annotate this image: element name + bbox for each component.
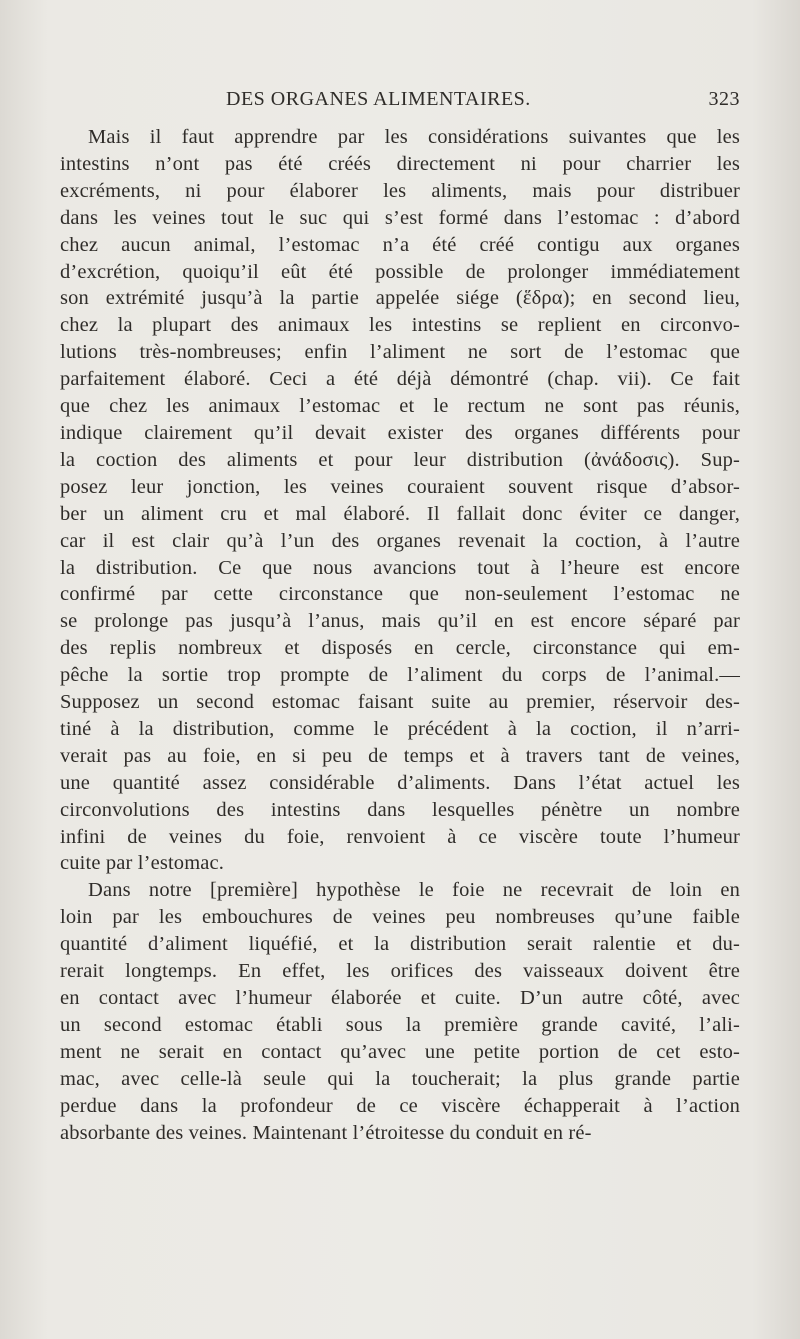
text-line: ment ne serait en contact qu’avec une petite portion de cet esto- bbox=[60, 1040, 740, 1063]
text-line: posez leur jonction, les veines couraient souvent risque d’absor- bbox=[60, 475, 740, 498]
text-line: confirmé par cette circonstance que non-seulement l’estomac ne bbox=[60, 583, 740, 606]
running-title: DES ORGANES ALIMENTAIRES. bbox=[226, 88, 531, 110]
text-line: dans les veines tout le suc qui s’est formé dans l’estomac : d’abord bbox=[60, 206, 740, 229]
text-line: un second estomac établi sous la première grande cavité, l’ali- bbox=[60, 1013, 740, 1036]
text-line: tiné à la distribution, comme le précédent à la coction, il n’arri- bbox=[60, 717, 740, 740]
text-line: une quantité assez considérable d’aliments. Dans l’état actuel les bbox=[60, 771, 740, 794]
text-line: la coction des aliments et pour leur distribution (ἀνάδοσις). Sup- bbox=[60, 448, 740, 471]
text-line: cuite par l’estomac. bbox=[60, 852, 225, 875]
text-line: ber un aliment cru et mal élaboré. Il fallait donc éviter ce danger, bbox=[60, 502, 740, 525]
text-line: absorbante des veines. Maintenant l’étroitesse du conduit en ré- bbox=[60, 1121, 592, 1144]
text-line: d’excrétion, quoiqu’il eût été possible de prolonger immédiatement bbox=[60, 260, 740, 283]
text-line: circonvolutions des intestins dans lesquelles pénètre un nombre bbox=[60, 798, 740, 821]
page-header bbox=[60, 88, 740, 116]
text-line: la distribution. Ce que nous avancions tout à l’heure est encore bbox=[60, 556, 740, 579]
text-line: infini de veines du foie, renvoient à ce viscère toute l’humeur bbox=[60, 825, 740, 848]
text-line: se prolonge pas jusqu’à l’anus, mais qu’il en est encore séparé par bbox=[60, 610, 740, 633]
page-number: 323 bbox=[708, 88, 740, 110]
text-line: en contact avec l’humeur élaborée et cuite. D’un autre côté, avec bbox=[60, 987, 740, 1009]
text-line: que chez les animaux l’estomac et le rectum ne sont pas réunis, bbox=[60, 395, 740, 418]
body-text bbox=[60, 124, 740, 1146]
text-line: indique clairement qu’il devait exister des organes différents pour bbox=[60, 421, 740, 444]
text-line: Mais il faut apprendre par les considérations suivantes que les bbox=[88, 126, 740, 148]
text-line: Supposez un second estomac faisant suite au premier, réservoir des- bbox=[60, 691, 740, 714]
text-line: verait pas au foie, en si peu de temps et à travers tant de veines, bbox=[60, 744, 740, 767]
text-line: son extrémité jusqu’à la partie appelée siége (ἕδρα); en second lieu, bbox=[60, 287, 740, 310]
text-line: intestins n’ont pas été créés directement ni pour charrier les bbox=[60, 152, 740, 175]
text-line: excréments, ni pour élaborer les aliments, mais pour distribuer bbox=[60, 179, 740, 202]
text-line: parfaitement élaboré. Ceci a été déjà démontré (chap. vii). Ce fait bbox=[60, 368, 740, 391]
text-line: Dans notre [première] hypothèse le foie ne recevrait de loin en bbox=[88, 879, 740, 902]
text-line: quantité d’aliment liquéfié, et la distribution serait ralentie et du- bbox=[60, 933, 740, 956]
text-line: rerait longtemps. En effet, les orifices des vaisseaux doivent être bbox=[60, 960, 740, 983]
text-line: loin par les embouchures de veines peu nombreuses qu’une faible bbox=[60, 906, 740, 929]
text-line: car il est clair qu’à l’un des organes revenait la coction, à l’autre bbox=[60, 529, 740, 552]
text-line: lutions très-nombreuses; enfin l’aliment ne sort de l’estomac que bbox=[60, 341, 740, 364]
text-line: chez la plupart des animaux les intestins se replient en circonvo- bbox=[60, 314, 740, 337]
text-line: mac, avec celle-là seule qui la toucherait; la plus grande partie bbox=[60, 1067, 740, 1090]
text-line: pêche la sortie trop prompte de l’aliment du corps de l’animal.— bbox=[60, 664, 740, 687]
text-line: des replis nombreux et disposés en cercle, circonstance qui em- bbox=[60, 637, 740, 660]
text-line: chez aucun animal, l’estomac n’a été créé contigu aux organes bbox=[60, 233, 740, 256]
text-line: perdue dans la profondeur de ce viscère échapperait à l’action bbox=[60, 1094, 740, 1117]
